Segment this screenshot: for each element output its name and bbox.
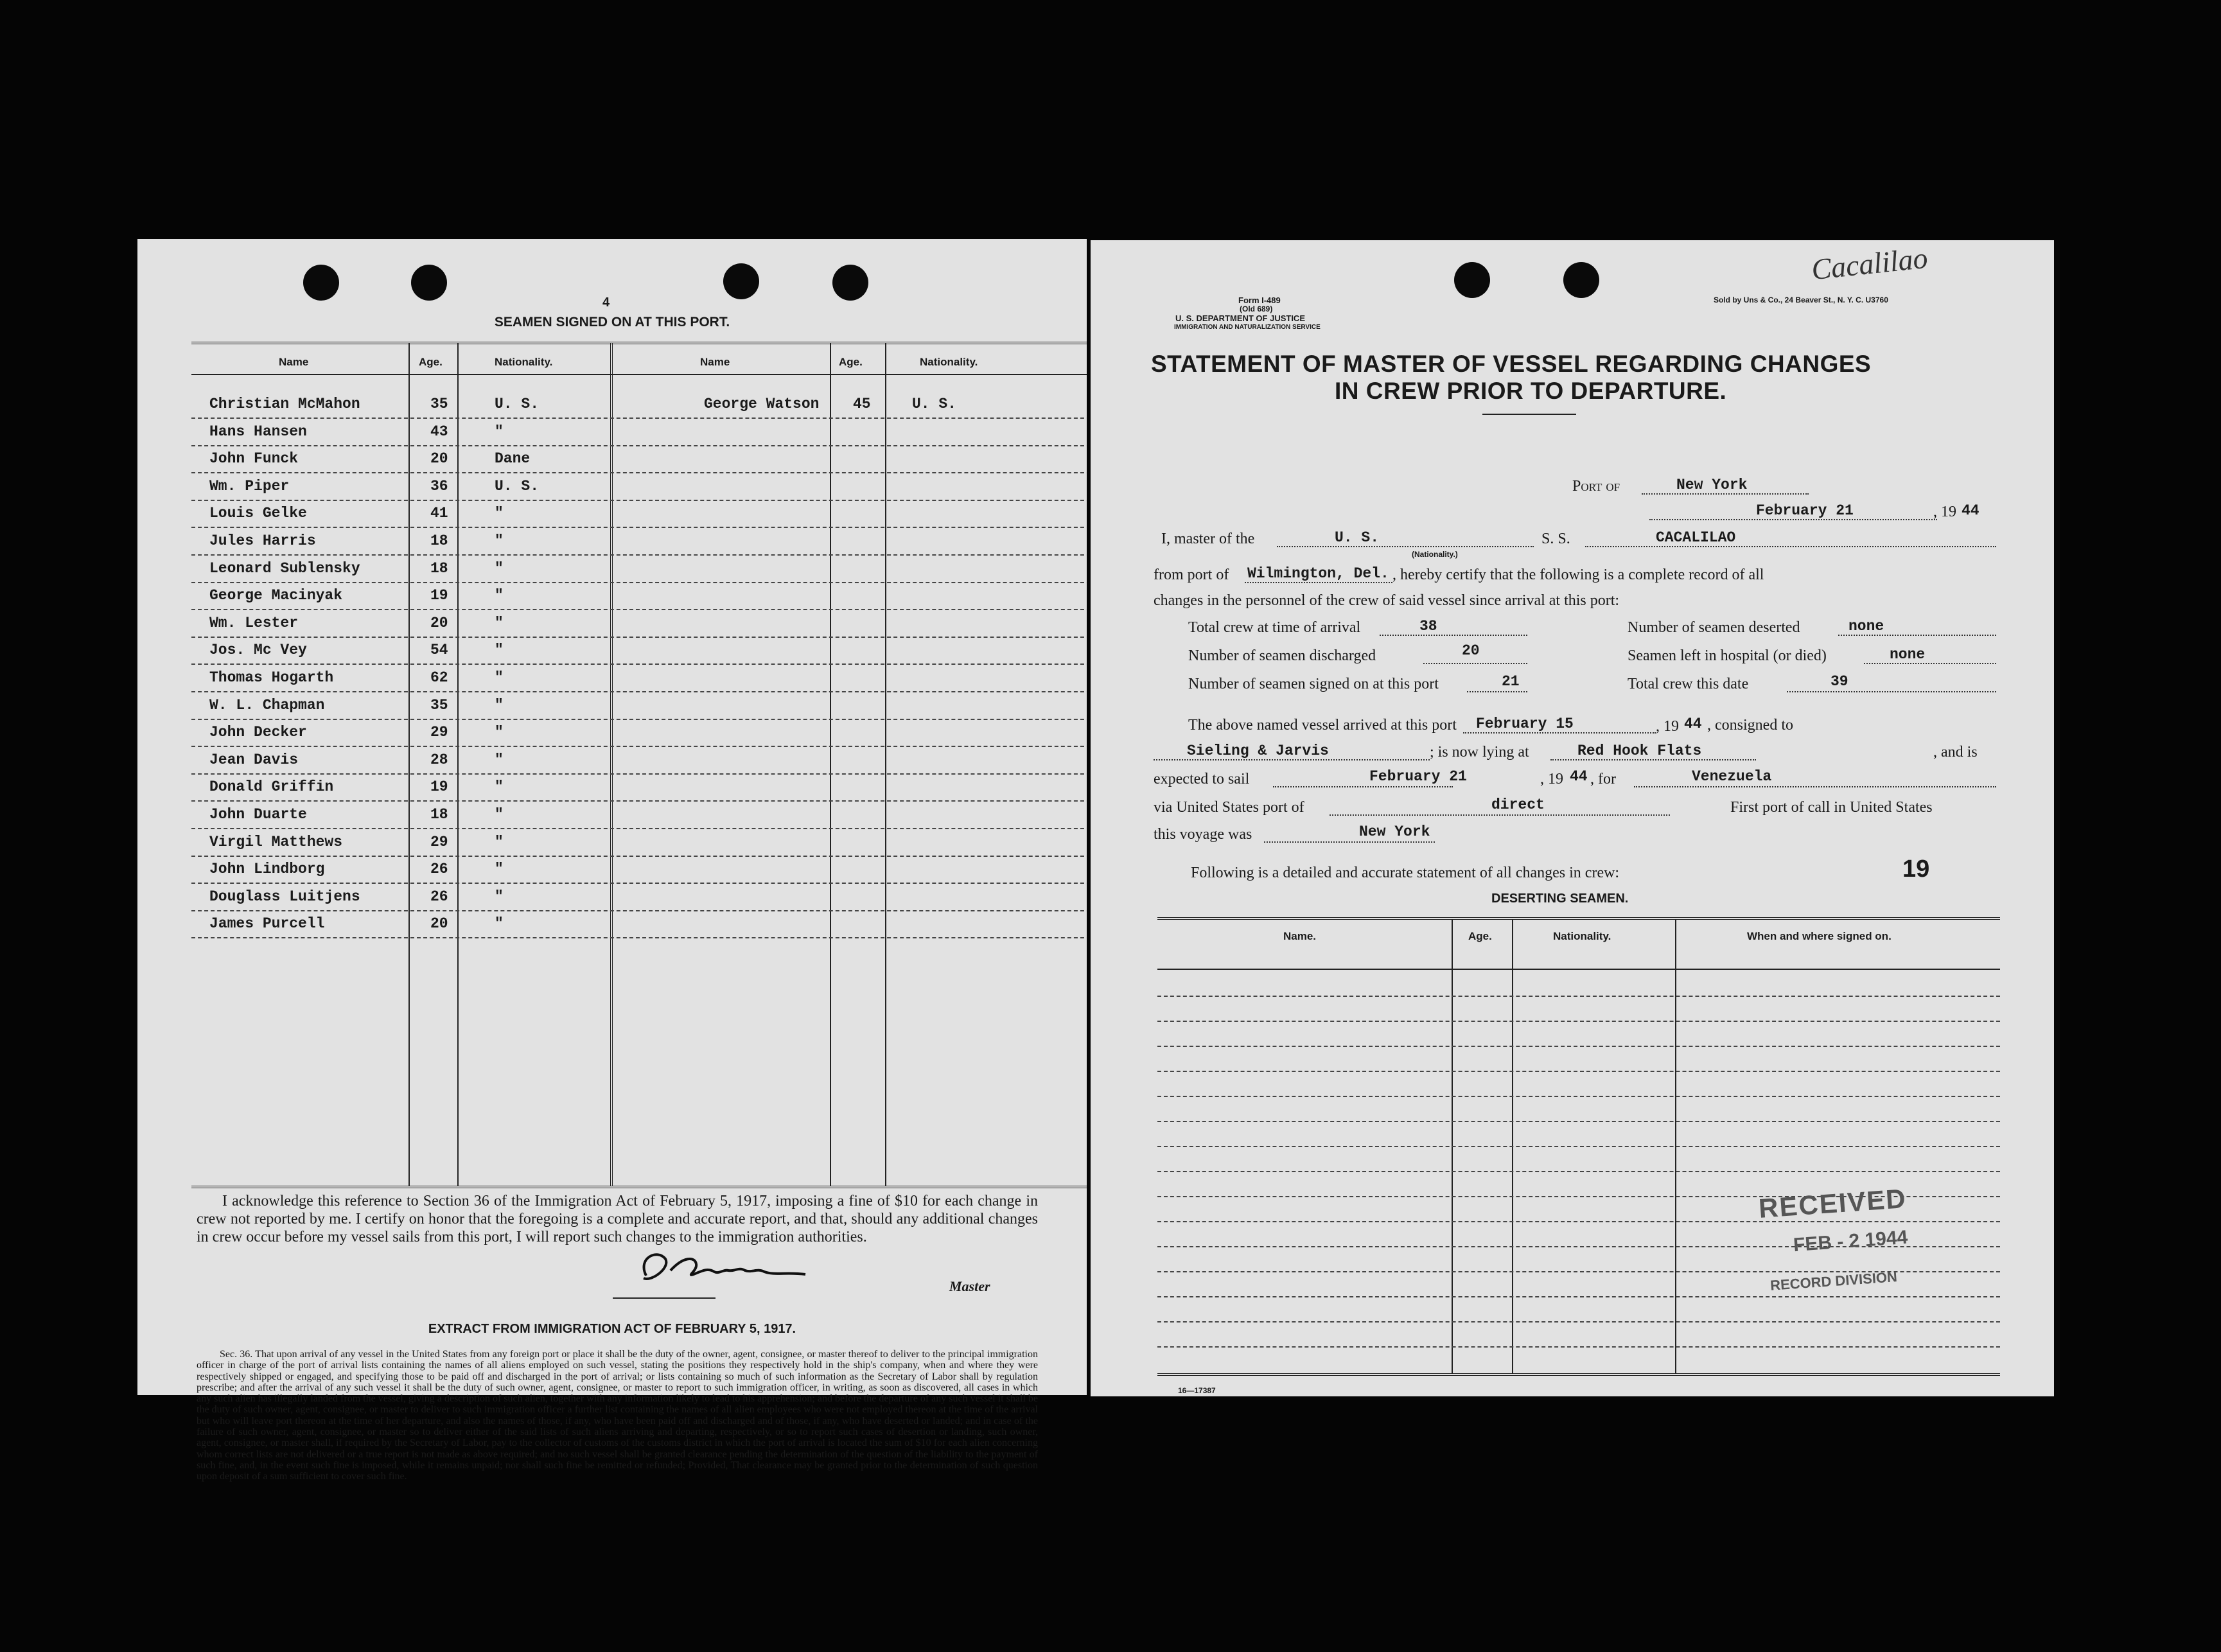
deserting-table-header-rule (1157, 969, 2000, 970)
seaman-name: Thomas Hogarth (209, 669, 334, 686)
seaman-age: 20 (430, 614, 448, 631)
seaman-age: 45 (853, 396, 871, 412)
seaman-age: 35 (430, 696, 448, 714)
seaman-name: James Purcell (209, 915, 325, 933)
discharged-value: 20 (1462, 642, 1480, 659)
seaman-row (191, 446, 1087, 473)
col-header-nationality-2: Nationality. (920, 356, 978, 368)
seaman-nationality: " (495, 614, 504, 631)
handwritten-note: Cacalilao (1809, 241, 1929, 286)
deserting-col-name: Name. (1283, 930, 1317, 942)
deserting-row-rule (1157, 1096, 2000, 1097)
seaman-name: Louis Gelke (209, 505, 307, 522)
row-rule (191, 937, 1087, 938)
seaman-age: 20 (430, 915, 448, 933)
seaman-row (191, 638, 1087, 665)
seaman-nationality: " (495, 915, 504, 933)
col-header-age-2: Age. (839, 356, 863, 368)
seaman-age: 54 (430, 642, 448, 659)
seaman-nationality: " (495, 806, 504, 823)
footer-code: 16—17387 (1178, 1386, 1216, 1395)
seaman-age: 20 (430, 450, 448, 468)
signed-on-value: 21 (1502, 673, 1520, 690)
seaman-row (191, 884, 1087, 911)
seaman-name: Jos. Mc Vey (209, 642, 307, 659)
seaman-name: Wm. Piper (209, 477, 290, 495)
deserting-row-rule (1157, 1221, 2000, 1222)
signature-rule (613, 1297, 715, 1299)
seaman-row (191, 693, 1087, 720)
seaman-age: 18 (430, 532, 448, 549)
col-header-age: Age. (419, 356, 443, 368)
seaman-nationality: " (495, 587, 504, 604)
deserting-col-nationality: Nationality. (1553, 930, 1611, 942)
seaman-name: Jules Harris (209, 532, 316, 549)
punch-hole (411, 265, 447, 301)
seaman-age: 29 (430, 724, 448, 741)
following-label: Following is a detailed and accurate statement of all changes in crew: (1191, 865, 1620, 881)
seaman-name: Christian McMahon (209, 396, 360, 412)
seaman-row (191, 775, 1087, 802)
extract-text: Sec. 36. That upon arrival of any vessel in the United States from any foreign port or place it shall be the duty of the owner, agent, consignee, or master thereof to deliver to the principal immigration officer in charge of the port of arrival lists containing the names of all aliens employed on such vessel, stating the positions they respectively hold in the ship's company, when and where they were respectively shipped or engaged, and specifying those to be paid off and discharged in the port of arrival; or lists containing so much of such information as the Secretary of Labor shall by regulation prescribe; and after the arrival of any such vessel it shall be the duty of such owner, agent, consignee, or master to report to such immigration officer, in writing, as soon as discovered, all cases in which any such alien has illegally landed from the vessel, giving a description of such alien, together with any information likely to lead to his apprehension; and before the departure of any such vessel it shall be the duty of such owner, agent, consignee, or master to deliver to such immigration officer a further list containing the names of all alien employees who were not employed thereon at the time of the arrival but who will leave port thereon at the time of her departure, and also the names of those, if any, who have been paid off and discharged and of those, if any, who have deserted or landed; and in case of the failure of such owner, agent, consignee, or master so to deliver either of the said lists of such aliens arriving and departing, respectively, or so to report such cases of desertion or landing, such owner, agent, consignee, or master shall, if required by the Secretary of Labor, pay to the collector of customs of the customs district in which the port of arrival is located the sum of $10 for each alien concerning whom correct lists are not delivered or a true report is not made as above required; and no such vessel shall be granted clearance pending the determination of the question of the liability to the payment of such fine, and, in the event such fine is imposed, while it remains unpaid; nor shall such fine be remitted or refunded; Provided, That clearance may be granted prior to the determination of such question upon deposit of a sum sufficient to cover such fine. (197, 1349, 1038, 1482)
seaman-age: 41 (430, 505, 448, 522)
seaman-row (191, 857, 1087, 884)
seaman-row (191, 529, 1087, 556)
acknowledgment-text: I acknowledge this reference to Section 36 of the Immigration Act of February 5, 1917, imposing a fine of $10 for each change in crew not reported by me. I certify on honor that the foregoing is a complete and accurate report, and that, should any additional changes in crew occur before my vessel sails from this port, I will report such changes to the immigration authorities. (197, 1193, 1038, 1245)
consigned-label: , consigned to (1707, 717, 1793, 734)
seaman-nationality: " (495, 505, 504, 522)
seaman-nationality: " (495, 559, 504, 577)
deserting-table-top (1157, 917, 2000, 920)
seaman-name: Hans Hansen (209, 423, 307, 440)
for-label: , for (1590, 771, 1616, 787)
total-crew-arrival-label: Total crew at time of arrival (1188, 619, 1361, 636)
service-name: IMMIGRATION AND NATURALIZATION SERVICE (1174, 324, 1321, 331)
form-title-line2: IN CREW PRIOR TO DEPARTURE. (1335, 378, 1727, 404)
consignee-value: Sieling & Jarvis (1187, 743, 1329, 759)
seaman-age: 35 (430, 396, 448, 412)
seaman-nationality: " (495, 833, 504, 850)
port-blank (1642, 493, 1809, 495)
destination-blank (1634, 786, 1996, 787)
deserting-row-rule (1157, 1146, 2000, 1147)
expected-date: February 21 (1369, 768, 1467, 785)
seaman-row (191, 556, 1087, 583)
received-stamp: RECEIVED (1757, 1183, 1908, 1224)
total-crew-date-value: 39 (1830, 673, 1848, 690)
seaman-nationality: " (495, 532, 504, 549)
seaman-row (191, 748, 1087, 775)
total-crew-arrival-blank (1380, 635, 1527, 636)
vessel-name: CACALILAO (1656, 529, 1736, 546)
deserting-row-rule (1157, 1296, 2000, 1297)
received-stamp-date: FEB - 2 1944 (1793, 1226, 1909, 1256)
deserting-title: DESERTING SEAMEN. (1491, 892, 1629, 906)
punch-hole (303, 265, 339, 301)
vessel-blank (1585, 546, 1996, 547)
seaman-name: John Decker (209, 724, 307, 741)
table-header-rule (191, 374, 1087, 375)
from-port-blank (1245, 582, 1392, 583)
table-top-rule (191, 342, 1087, 344)
received-stamp-division: RECORD DIVISION (1769, 1269, 1898, 1294)
via-value: direct (1491, 796, 1545, 813)
seaman-age: 18 (430, 806, 448, 823)
discharged-label: Number of seamen discharged (1188, 647, 1376, 664)
via-label: via United States port of (1154, 799, 1304, 816)
this-voyage-label: this voyage was (1154, 826, 1252, 843)
seaman-age: 19 (430, 587, 448, 604)
seaman-name: George Watson (704, 396, 820, 412)
hospital-blank (1864, 663, 1996, 664)
seaman-nationality: " (495, 888, 504, 905)
port-value: New York (1676, 477, 1748, 493)
seaman-row (191, 501, 1087, 528)
seaman-name: George Macinyak (209, 587, 343, 604)
deserting-row-rule (1157, 1346, 2000, 1348)
and-is-label: , and is (1933, 744, 1978, 760)
port-label: Port of (1572, 478, 1620, 495)
expected-label: expected to sail (1154, 771, 1250, 787)
seaman-name: W. L. Chapman (209, 696, 325, 714)
total-crew-date-label: Total crew this date (1628, 676, 1749, 692)
first-port-value: New York (1359, 823, 1430, 840)
seaman-name: Donald Griffin (209, 778, 334, 796)
arrived-date: February 15 (1476, 716, 1574, 732)
seaman-age: 62 (430, 669, 448, 686)
seaman-nationality: U. S. (495, 477, 540, 495)
seaman-nationality: " (495, 751, 504, 768)
seaman-name: John Funck (209, 450, 299, 468)
deserting-table-bottom (1157, 1373, 2000, 1376)
consignee-blank (1154, 759, 1430, 760)
ss-label: S. S. (1541, 531, 1570, 547)
col-header-name: Name (279, 356, 309, 368)
deserted-value: none (1848, 618, 1884, 635)
seaman-nationality: " (495, 778, 504, 796)
seaman-row (191, 720, 1087, 747)
lying-label: ; is now lying at (1430, 744, 1529, 760)
seaman-row (191, 474, 1087, 501)
seaman-nationality: Dane (495, 450, 531, 468)
date-year: 44 (1962, 502, 1980, 519)
deserting-row-rule (1157, 1046, 2000, 1047)
deserted-label: Number of seamen deserted (1628, 619, 1800, 636)
nationality-value: U. S. (1335, 529, 1380, 546)
deserting-row-rule (1157, 1021, 2000, 1022)
seaman-row (191, 392, 1087, 419)
seaman-name: Virgil Matthews (209, 833, 343, 850)
col-header-name-2: Name (700, 356, 730, 368)
punch-hole (1454, 262, 1490, 298)
deserting-row-rule (1157, 1321, 2000, 1322)
punch-hole (832, 265, 868, 301)
form-old-number: (Old 689) (1240, 304, 1273, 313)
seaman-name: Wm. Lester (209, 614, 299, 631)
seaman-age: 28 (430, 751, 448, 768)
punch-hole (723, 263, 759, 299)
total-crew-date-blank (1787, 691, 1996, 692)
arrived-blank (1463, 732, 1656, 734)
from-port-value: Wilmington, Del. (1247, 565, 1389, 582)
date-blank (1649, 519, 1937, 520)
seaman-nationality: " (495, 724, 504, 741)
seaman-nationality: " (495, 861, 504, 878)
certify-text: , hereby certify that the following is a complete record of all (1392, 567, 1764, 583)
lying-value: Red Hook Flats (1577, 743, 1702, 759)
nationality-blank (1277, 546, 1534, 547)
seaman-row (191, 611, 1087, 638)
page-number: 4 (602, 295, 610, 310)
seaman-age: 43 (430, 423, 448, 440)
seaman-age: 29 (430, 833, 448, 850)
punch-hole (1563, 262, 1599, 298)
certify-text-2: changes in the personnel of the crew of said vessel since arrival at this port: (1154, 592, 1620, 609)
deserting-row-rule (1157, 1171, 2000, 1172)
hospital-label: Seamen left in hospital (or died) (1628, 647, 1827, 664)
total-crew-arrival-value: 38 (1419, 618, 1437, 635)
seaman-name: John Lindborg (209, 861, 325, 878)
form-number: Form I-489 (1238, 295, 1281, 305)
first-port-label: First port of call in United States (1730, 799, 1933, 816)
seaman-row (191, 665, 1087, 692)
deserted-blank (1838, 635, 1996, 636)
signed-on-blank (1467, 691, 1527, 692)
seaman-row (191, 583, 1087, 610)
signed-on-label: Number of seamen signed on at this port (1188, 676, 1439, 692)
seaman-name: Leonard Sublensky (209, 559, 360, 577)
seaman-nationality: " (495, 642, 504, 659)
seaman-row (191, 830, 1087, 857)
lying-blank (1550, 759, 1756, 760)
seaman-nationality: " (495, 423, 504, 440)
seaman-name: Jean Davis (209, 751, 299, 768)
seaman-nationality: U. S. (495, 396, 540, 412)
left-page (137, 239, 1087, 1395)
deserting-col-when-where: When and where signed on. (1747, 930, 1892, 942)
discharged-blank (1423, 663, 1527, 664)
seaman-age: 26 (430, 888, 448, 905)
section-title: SEAMEN SIGNED ON AT THIS PORT. (494, 315, 730, 330)
expected-year: 44 (1570, 768, 1588, 785)
via-blank (1330, 814, 1670, 816)
title-underline (1482, 414, 1576, 415)
master-signature (632, 1245, 812, 1296)
seaman-age: 18 (430, 559, 448, 577)
master-of-label: I, master of the (1161, 531, 1255, 547)
date-year-prefix: , 19 (1933, 504, 1956, 520)
hospital-value: none (1890, 646, 1926, 663)
printer-credit: Sold by Uns & Co., 24 Beaver St., N. Y. C. U3760 (1714, 295, 1888, 304)
department-name: U. S. DEPARTMENT OF JUSTICE (1175, 313, 1305, 323)
seaman-nationality: " (495, 669, 504, 686)
deserting-row-rule (1157, 1071, 2000, 1072)
right-page: Form I-489 (Old 689) U. S. DEPARTMENT OF JUSTICE IMMIGRATION AND NATURALIZATION SERVICE Sold by Uns & Co., 24 Beaver St., N. Y. C. U3760 Cacalilao STATEMENT OF MASTER OF VESSEL REGARDING CHANGES IN CREW PRIOR TO DEPARTURE. Port of New York February 21 , 19 44 I, master of the U. S. (Nationality.) S. S. CACALILAO from port of Wilmington, Del. , hereby certify that the following is a complete record of all changes in the personnel of the crew of said vessel since arrival at this port: Total crew at time of arrival 38 Number of seamen deserted none Number of seamen discharged 20 Seamen left in hospital (or died) none Number of seamen signed on at this port 21 Total crew this date 39 The above named vessel arrived at this port February 15 , 19 44 , consigned to Sieling & Jarvis ; is now lying at Red Hook Flats , and is expected to sail February 21 , 19 44 , for Venezuela via United States port of direct First port of call in United States this voyage was New York Following is a detailed and accurate statement of all changes in crew: 19 DESERTING SEAMEN. Name. Age. Nationality. When and where signed on. RECEIVED FEB - 2 1944 RECORD DIVISION 16—17387 (1091, 240, 2054, 1396)
deserting-col-age: Age. (1468, 930, 1492, 942)
from-port-label: from port of (1154, 567, 1229, 583)
table-bottom-rule (191, 1186, 1087, 1188)
arrived-label: The above named vessel arrived at this port (1188, 717, 1457, 734)
date-value: February 21 (1756, 502, 1854, 519)
seaman-nationality: U. S. (912, 396, 957, 412)
arrived-year: 44 (1684, 716, 1702, 732)
deserting-row-rule (1157, 1121, 2000, 1122)
seaman-name: John Duarte (209, 806, 307, 823)
expected-blank (1273, 786, 1453, 787)
extract-title: EXTRACT FROM IMMIGRATION ACT OF FEBRUARY 5, 1917. (428, 1322, 796, 1336)
seaman-age: 19 (430, 778, 448, 796)
page-count: 19 (1902, 856, 1930, 883)
master-label: Master (949, 1278, 990, 1294)
seaman-age: 26 (430, 861, 448, 878)
nationality-caption: (Nationality.) (1412, 550, 1458, 559)
deserting-row-rule (1157, 996, 2000, 997)
col-header-nationality: Nationality. (495, 356, 553, 368)
seaman-row (191, 419, 1087, 446)
first-port-blank (1264, 841, 1435, 843)
form-title-line1: STATEMENT OF MASTER OF VESSEL REGARDING CHANGES (1151, 351, 1872, 377)
seaman-row (191, 802, 1087, 829)
destination-value: Venezuela (1692, 768, 1772, 785)
seaman-row (191, 911, 1087, 938)
seaman-age: 36 (430, 477, 448, 495)
seaman-name: Douglass Luitjens (209, 888, 360, 905)
seaman-nationality: " (495, 696, 504, 714)
